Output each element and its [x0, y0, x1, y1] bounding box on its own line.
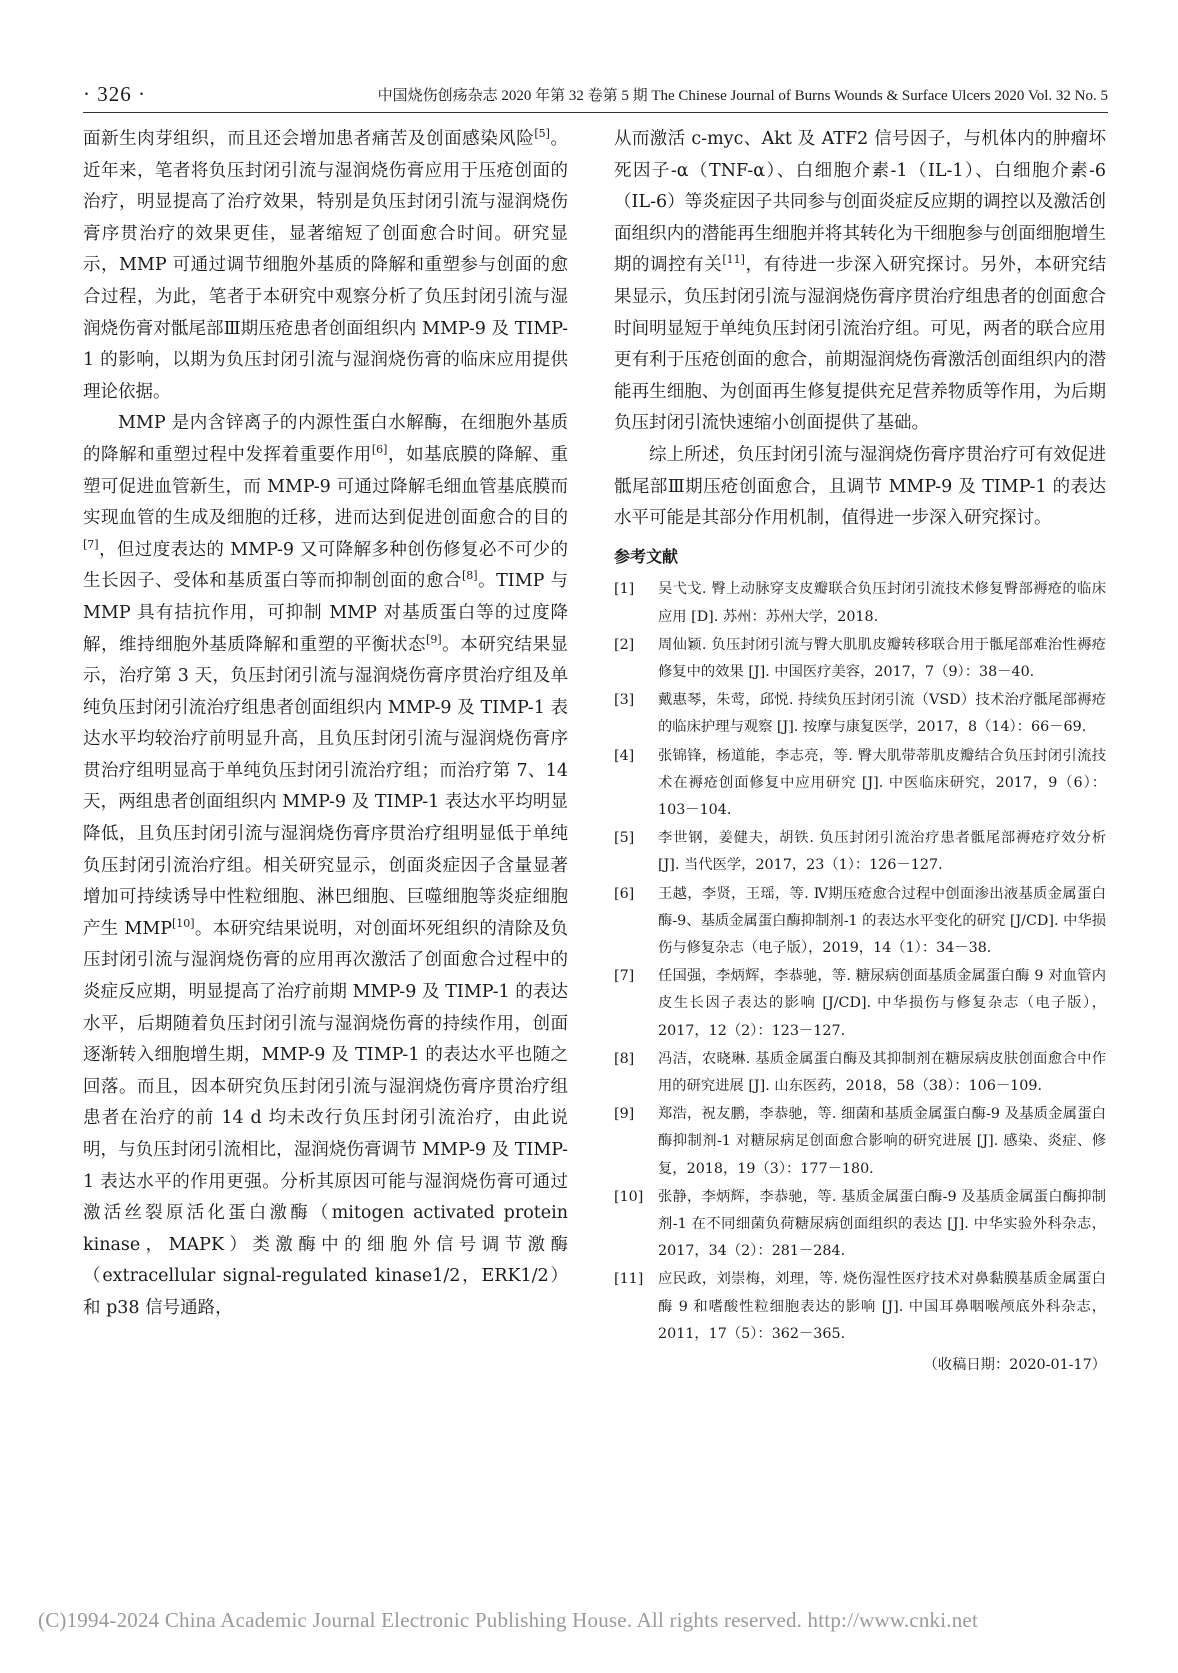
page-header: [83, 78, 1108, 112]
reference-number: [9]: [614, 1106, 635, 1123]
reference-text: 戴惠琴，朱莺，邱悦. 持续负压封闭引流（VSD）技术治疗骶尾部褥疮的临床护理与观察 [J]. 按摩与康复医学，2017，8（14）：66－69.: [658, 692, 1106, 736]
reference-text: 吴弋戈. 臀上动脉穿支皮瓣联合负压封闭引流技术修复臀部褥疮的临床应用 [D]. 苏州：苏州大学，2018.: [658, 581, 1106, 625]
copyright-footer: (C)1994-2024 China Academic Journal Electronic Publishing House. All rights reserved. http://www.cnki.net: [38, 1608, 978, 1632]
reference-item: [614, 1101, 1106, 1183]
references-heading: 参考文献: [614, 546, 679, 566]
reference-item: [614, 1184, 1106, 1266]
header-rule: [83, 112, 1108, 113]
reference-text: 王越，李贤，王瑶，等. Ⅳ期压疮愈合过程中创面渗出液基质金属蛋白酶-9、基质金属蛋白酶抑制剂-1 的表达水平变化的研究 [J/CD]. 中华损伤与修复杂志（电子版），2019，14（1）：34－38.: [658, 885, 1106, 956]
reference-number: [2]: [614, 636, 635, 653]
reference-text: 郑浩，祝友鹏，李恭驰，等. 细菌和基质金属蛋白酶-9 及基质金属蛋白酶抑制剂-1 对糖尿病足创面愈合影响的研究进展 [J]. 感染、炎症、修复，2018，19（3）：177－180.: [658, 1106, 1106, 1177]
citation[interactable]: [6]: [371, 443, 388, 457]
reference-number: [7]: [614, 968, 635, 985]
left-column: [83, 124, 568, 1325]
citation[interactable]: [7]: [83, 537, 99, 551]
reference-text: 任国强，李炳辉，李恭驰，等. 糖尿病创面基质金属蛋白酶 9 对血管内皮生长因子表达的影响 [J/CD]. 中华损伤与修复杂志（电子版），2017，12（2）：123－127.: [658, 968, 1106, 1039]
citation[interactable]: [5]: [534, 127, 550, 141]
reference-item: [614, 1046, 1106, 1100]
reference-item: [614, 963, 1106, 1045]
received-date: （收稿日期：2020-01-17）: [923, 1357, 1106, 1373]
reference-text: 冯洁，农晓琳. 基质金属蛋白酶及其抑制剂在糖尿病皮肤创面愈合中作用的研究进展 [J]. 山东医药，2018，58（38）：106－109.: [658, 1050, 1106, 1094]
reference-number: [11]: [614, 1271, 644, 1288]
reference-item: [614, 1266, 1106, 1348]
body-paragraph: 从而激活 c-myc、Akt 及 ATF2 信号因子，与机体内的肿瘤坏死因子-α（TNF-α）、白细胞介素-1（IL-1）、白细胞介素-6（IL-6）等炎症因子共同参与创面炎症反应期的调控以及激活创面组织内的潜能再生细胞并将其转化为干细胞参与创面细胞增生期的调控有关[11]，有待进一步深入研究探讨。另外，本研究结果显示，负压封闭引流与湿润烧伤膏序贯治疗组患者的创面愈合时间明显短于单纯负压封闭引流治疗组。可见，两者的联合应用更有利于压疮创面的愈合，前期湿润烧伤膏激活创面组织内的潜能再生细胞、为创面再生修复提供充足营养物质等作用，为后期负压封闭引流快速缩小创面提供了基础。: [614, 129, 1107, 434]
reference-item: [614, 881, 1106, 963]
citation[interactable]: [9]: [426, 632, 442, 646]
reference-text: 周仙颖. 负压封闭引流与臀大肌肌皮瓣转移联合用于骶尾部难治性褥疮修复中的效果 [J]. 中国医疗美容，2017，7（9）：38－40.: [658, 636, 1106, 680]
reference-item: [614, 687, 1106, 741]
reference-text: 应民政，刘崇梅，刘理，等. 烧伤湿性医疗技术对鼻黏膜基质金属蛋白酶 9 和嗜酸性粒细胞表达的影响 [J]. 中国耳鼻咽喉颅底外科杂志，2011，17（5）：362－365.: [658, 1271, 1106, 1342]
reference-number: [4]: [614, 747, 635, 764]
reference-item: [614, 743, 1106, 825]
reference-text: 张锦锋，杨道能，李志亮，等. 臀大肌带蒂肌皮瓣结合负压封闭引流技术在褥疮创面修复中应用研究 [J]. 中医临床研究，2017，9（6）：103－104.: [658, 747, 1106, 818]
citation[interactable]: [8]: [461, 569, 478, 583]
conclusion-paragraph: 综上所述，负压封闭引流与湿润烧伤膏序贯治疗可有效促进骶尾部Ⅲ期压疮创面愈合，且调节 MMP-9 及 TIMP-1 的表达水平可能是其部分作用机制，值得进一步深入研究探讨。: [614, 444, 1106, 529]
reference-number: [3]: [614, 692, 635, 709]
reference-number: [1]: [614, 581, 635, 598]
page-number: · 326 ·: [83, 82, 146, 106]
reference-number: [5]: [614, 830, 635, 847]
reference-item: [614, 632, 1106, 686]
reference-item: [614, 576, 1106, 630]
right-column: [614, 124, 1106, 1382]
reference-list: [614, 576, 1106, 1348]
reference-number: [8]: [614, 1050, 635, 1067]
citation[interactable]: [10]: [172, 917, 195, 931]
citation[interactable]: [11]: [722, 253, 745, 267]
journal-running-title: 中国烧伤创疡杂志 2020 年第 32 卷第 5 期 The Chinese Journal of Burns Wounds & Surface Ulcers 2020 Vol. 32 No. 5: [377, 88, 1108, 104]
reference-text: 李世钢，姜健夫，胡铁. 负压封闭引流治疗患者骶尾部褥疮疗效分析 [J]. 当代医学，2017，23（1）：126－127.: [658, 830, 1106, 874]
body-paragraph: 面新生肉芽组织，而且还会增加患者痛苦及创面感染风险[5]。近年来，笔者将负压封闭引流与湿润烧伤膏应用于压疮创面的治疗，明显提高了治疗效果，特别是负压封闭引流与湿润烧伤膏序贯治疗的效果更佳，显著缩短了创面愈合时间。研究显示，MMP 可通过调节细胞外基质的降解和重塑参与创面的愈合过程，为此，笔者于本研究中观察分析了负压封闭引流与湿润烧伤膏对骶尾部Ⅲ期压疮患者创面组织内 MMP-9 及 TIMP-1 的影响，以期为负压封闭引流与湿润烧伤膏的临床应用提供理论依据。: [83, 127, 569, 402]
body-paragraph: MMP 是内含锌离子的内源性蛋白水解酶，在细胞外基质的降解和重塑过程中发挥着重要作用[6]，如基底膜的降解、重塑可促进血管新生，而 MMP-9 可通过降解毛细血管基底膜而实现血管的生成及细胞的迁移，进而达到促进创面愈合的目的[7]，但过度表达的 MMP-9 又可降解多种创伤修复必不可少的生长因子、受体和基质蛋白等而抑制创面的愈合[8]。TIMP 与 MMP 具有拮抗作用，可抑制 MMP 对基质蛋白等的过度降解，维持细胞外基质降解和重塑的平衡状态[9]。本研究结果显示，治疗第 3 天，负压封闭引流与湿润烧伤膏序贯治疗组及单纯负压封闭引流治疗组患者创面组织内 MMP-9 及 TIMP-1 表达水平均较治疗前明显升高，且负压封闭引流与湿润烧伤膏序贯治疗组明显高于单纯负压封闭引流治疗组；而治疗第 7、14 天，两组患者创面组织内 MMP-9 及 TIMP-1 表达水平均明显降低，且负压封闭引流与湿润烧伤膏序贯治疗组明显低于单纯负压封闭引流治疗组。相关研究显示，创面炎症因子含量显著增加可持续诱导中性粒细胞、淋巴细胞、巨噬细胞等炎症细胞产生 MMP[10]。本研究结果说明，对创面坏死组织的清除及负压封闭引流与湿润烧伤膏的应用再次激活了创面愈合过程中的炎症反应期，明显提高了治疗前期 MMP-9 及 TIMP-1 的表达水平，后期随着负压封闭引流与湿润烧伤膏的持续作用，创面逐渐转入细胞增生期，MMP-9 及 TIMP-1 的表达水平也随之回落。而且，因本研究负压封闭引流与湿润烧伤膏序贯治疗组患者在治疗的前 14 d 均未改行负压封闭引流治疗，由此说明，与负压封闭引流相比，湿润烧伤膏调节 MMP-9 及 TIMP-1 表达水平的作用更强。分析其原因可能与湿润烧伤膏可通过激活丝裂原活化蛋白激酶（mitogen activated protein kinase，MAPK）类激酶中的细胞外信号调节激酶（extracellular signal-regulated kinase1/2，ERK1/2）和 p38 信号通路，: [83, 413, 569, 1318]
reference-item: [614, 825, 1106, 879]
reference-number: [6]: [614, 885, 635, 902]
reference-number: [10]: [614, 1188, 644, 1205]
reference-text: 张静，李炳辉，李恭驰，等. 基质金属蛋白酶-9 及基质金属蛋白酶抑制剂-1 在不同细菌负荷糖尿病创面组织的表达 [J]. 中华实验外科杂志，2017，34（2）：281－284.: [658, 1188, 1106, 1260]
